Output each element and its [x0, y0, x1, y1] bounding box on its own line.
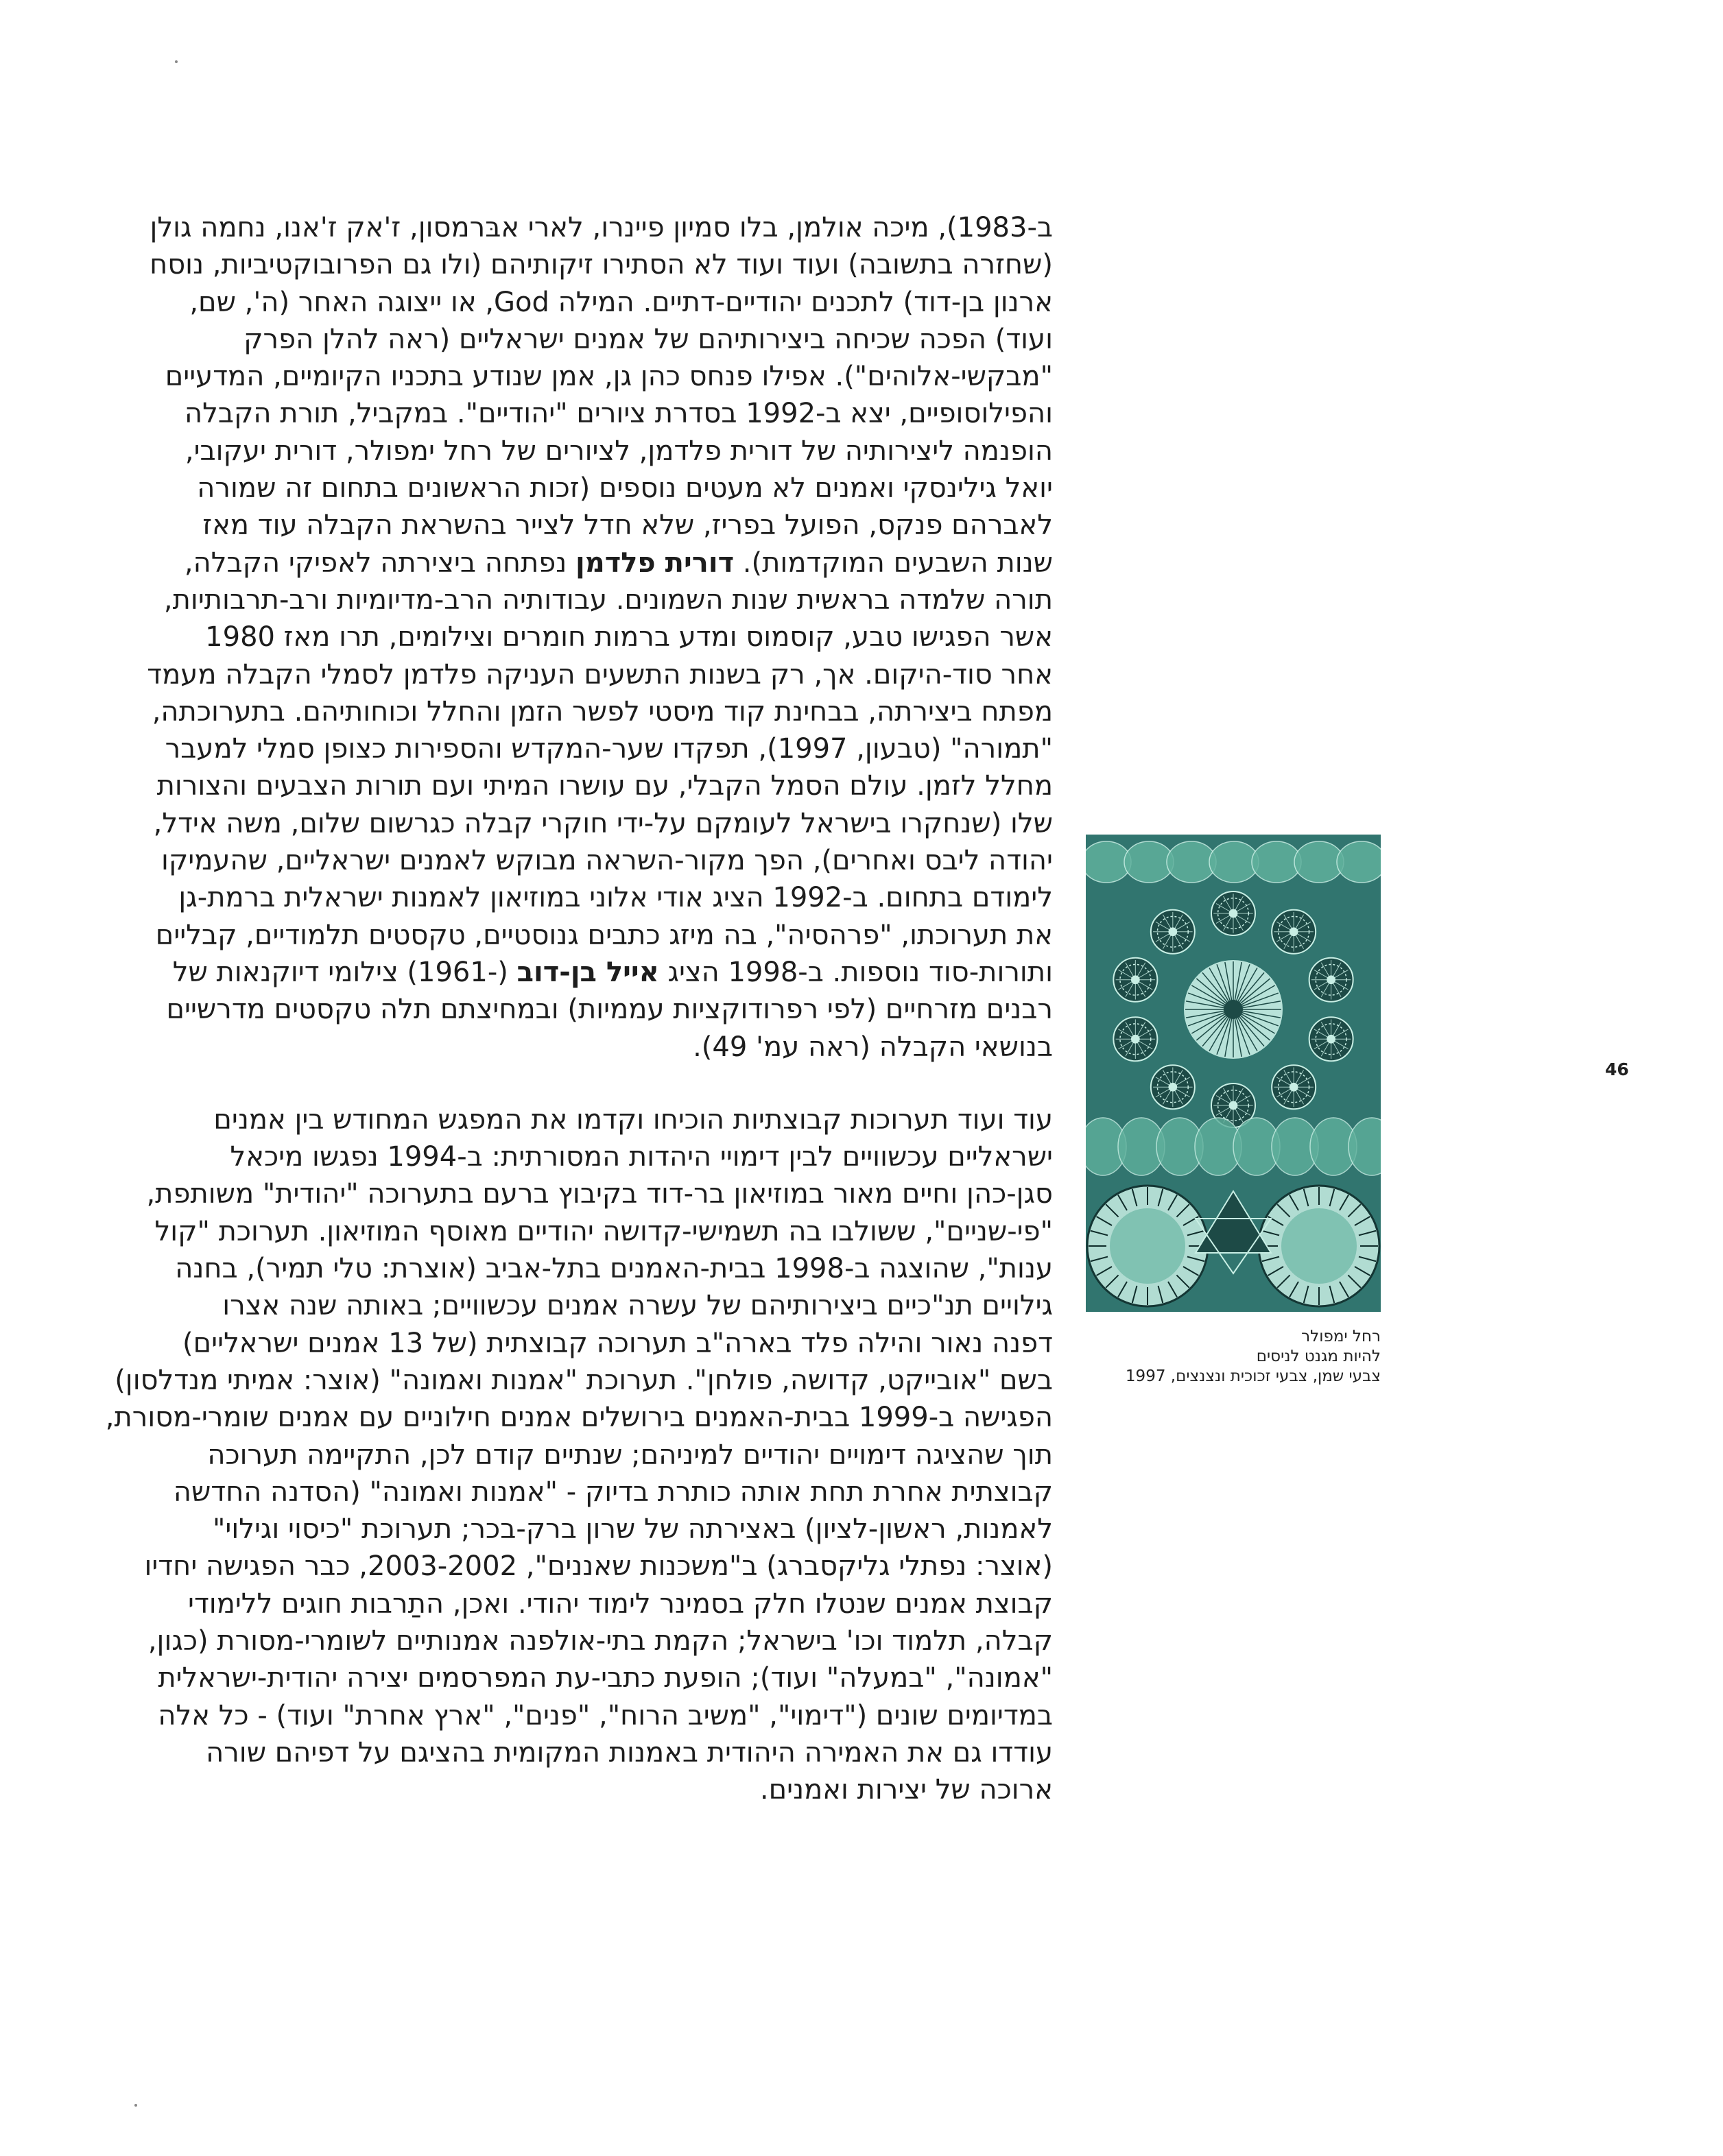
- text-segment: ועוד) הפכה שכיחה ביצירותיהם של אמנים ישראליים (ראה להלן הפרק: [243, 323, 1053, 355]
- text-line: [144, 991, 1053, 1028]
- text-line: [144, 433, 1053, 470]
- art-shell: [1124, 841, 1174, 883]
- text-line: [144, 954, 1053, 991]
- scan-speck: [134, 2104, 137, 2107]
- text-line: [144, 842, 1053, 879]
- text-segment: והפילוסופיים, יצא ב-1992 בסדרת ציורים "יהודיים". במקביל, תורת הקבלה: [184, 398, 1053, 430]
- text-line: [115, 1362, 1053, 1399]
- art-rosette-core: [1290, 1083, 1298, 1092]
- text-segment: רבנים מזרחיים (לפי רפרודוקציות עממיות) ובמחיצתם תלה טקסטים מדרשיים: [166, 994, 1053, 1026]
- text-segment: עוד ועוד תערוכות קבוצתיות הוכיחו וקדמו את המפגש המחודש בין אמנים: [213, 1103, 1053, 1136]
- text-line: [144, 805, 1053, 842]
- text-line: [105, 1399, 1053, 1436]
- art-rosette-core: [1229, 909, 1238, 918]
- body-paragraph-1: [144, 209, 1053, 1066]
- art-rosette-core: [1168, 1083, 1177, 1092]
- art-wheel-inner: [1281, 1208, 1357, 1284]
- text-line: [144, 470, 1053, 507]
- text-line: [144, 1734, 1053, 1771]
- text-segment: "מבקשי-אלוהים"). אפילו פנחס כהן גן, אמן שנודע בתכניו הקיומיים, המדעיים: [165, 361, 1053, 393]
- text-segment: במדיומים שונים ("דימוי", "משיב הרוח", "פנים", "ארץ אחרת" ועוד) - כל אלה: [158, 1699, 1053, 1732]
- text-segment: סגן-כהן וחיים מאור במוזיאון בר-דוד בקיבוץ ברעם בתערוכה "יהודית" משותפת,: [146, 1178, 1053, 1210]
- text-segment: הפגישה ב-1999 בבית-האמנים בירושלים אמנים חילוניים עם אמנים שומרי-מסורת,: [105, 1402, 1053, 1434]
- text-segment: בנושאי הקבלה (ראה עמ' 49).: [693, 1031, 1053, 1063]
- figure-caption: [1086, 1327, 1381, 1387]
- art-rosette-core: [1327, 1035, 1335, 1044]
- text-line: [144, 209, 1053, 246]
- text-line: [144, 1437, 1053, 1474]
- art-shell: [1294, 841, 1344, 883]
- artwork-figure: [1086, 835, 1381, 1312]
- text-segment: "פי-שניים", ששולבו בה תשמישי-קדושה יהודיים מאוסף המוזיאון. תערוכת "קול: [154, 1215, 1053, 1247]
- text-line: [144, 1325, 1053, 1362]
- text-line: [144, 1287, 1053, 1324]
- text-segment: ישראליים עכשוויים לבין דימויי היהדות המסורתית: ב-1994 נפגשו מיכאל: [230, 1141, 1053, 1173]
- text-line: [144, 1250, 1053, 1287]
- text-line: [144, 1511, 1053, 1548]
- text-line: [144, 656, 1053, 693]
- text-line: [144, 693, 1053, 730]
- text-segment: ארוכה של יצירות ואמנים.: [759, 1774, 1053, 1806]
- text-line: [144, 507, 1053, 544]
- text-line: [144, 1697, 1053, 1734]
- text-segment: שלו (שנחקרו בישראל לעומקם על-ידי חוקרי קבלה כגרשום שלום, משה אידל,: [153, 807, 1053, 839]
- text-line: [144, 1029, 1053, 1066]
- text-line: [144, 1622, 1053, 1660]
- text-line: [144, 917, 1053, 954]
- text-segment: ב-1983), מיכה אולמן, בלו סמיון פיינרו, לארי אבּרמסון, ז'אק ז'אנו, נחמה גולן: [150, 212, 1053, 243]
- text-line: [144, 1585, 1053, 1622]
- text-segment: לימודם בתחום. ב-1992 הציג אודי אלוני במוזיאון לאמנות ישראלית ברמת-גן: [178, 882, 1053, 914]
- text-segment: שנות השבעים המוקדמות).: [734, 547, 1053, 579]
- text-segment: יואל גילינסקי ואמנים לא מעטים נוספים (זכות הראשונים בתחום זה שמורה: [197, 472, 1053, 505]
- body-paragraph-2: [105, 1101, 1053, 1809]
- artwork-image: [1086, 835, 1381, 1312]
- art-wheel-inner: [1110, 1208, 1185, 1284]
- text-segment: מפתח ביצירתה, בבחינת קוד מיסטי לפשר הזמן והחלל וכוחותיהם. בתערוכתה,: [152, 695, 1053, 728]
- text-line: [144, 767, 1053, 804]
- text-segment: נפתחה ביצירתה לאפיקי הקבלה,: [184, 547, 576, 579]
- text-segment: יהודה ליבס ואחרים), הפך מקור-השראה מבוקש לאמנים ישראליים, שהעמיקו: [161, 845, 1053, 877]
- text-segment: הופנמה ליצירותיה של דורית פלדמן, לציורים של רחל ימפולר, דורית יעקובי,: [185, 435, 1053, 467]
- text-line: [144, 321, 1053, 358]
- text-segment: קבוצתית אחרת תחת אותה כותרת בדיוק - "אמנות ואמונה" (הסדנה החדשה: [173, 1476, 1053, 1508]
- text-segment: גילויים תנ"כיים ביצירותיהם של עשרה אמנים עכשוויים; באותה שנה אצרו: [222, 1290, 1053, 1322]
- text-line: [144, 395, 1053, 432]
- text-line: [144, 582, 1053, 619]
- art-shell: [1337, 841, 1381, 883]
- text-line: [144, 1771, 1053, 1808]
- text-line: [144, 1175, 1053, 1212]
- text-segment: קבלה, תלמוד וכו' בישראל; הקמת בתי-אולפנה אמנותיים לשומרי-מסורת (כגון,: [147, 1625, 1053, 1657]
- text-line: [144, 544, 1053, 582]
- text-line: [144, 1660, 1053, 1697]
- text-line: [144, 1213, 1053, 1250]
- caption-artist: רחל ימפולר: [1301, 1328, 1381, 1345]
- text-line: [144, 730, 1053, 767]
- scan-speck: [175, 60, 178, 63]
- text-segment: בשם "אובייקט, קדושה, פולחן". תערוכת "אמנות ואמונה" (אוצר: אמיתי מנדלסון): [115, 1364, 1053, 1396]
- art-rosette-core: [1168, 927, 1177, 936]
- text-segment: אחר סוד-היקום. אך, רק בשנות התשעים העניקה פלדמן לסמלי הקבלה מעמד: [147, 658, 1053, 691]
- text-segment: לאמנות, ראשון-לציון) באצירתה של שרון ברק-בכר; תערוכת "כיסוי וגילוי": [213, 1513, 1053, 1546]
- art-shell: [1209, 841, 1259, 883]
- caption-details: צבעי שמן, צבעי זכוכית ונצנצים, 1997: [1125, 1367, 1381, 1385]
- text-line: [144, 284, 1053, 321]
- art-rosette-core: [1131, 975, 1140, 984]
- text-segment: ותורות-סוד נוספות. ב-1998 הציג: [658, 956, 1053, 988]
- text-segment: אשר הפגישו טבע, קוסמוס ומדע ברמות חומרים וצילומים, תרו מאז 1980: [205, 621, 1053, 654]
- art-sunburst-core: [1224, 1000, 1243, 1019]
- text-segment: (אוצר: נפתלי גליקסברג) ב"משכנות שאננים", 2003-2002, כבר הפגישה יחדיו: [144, 1550, 1053, 1583]
- art-shell: [1252, 841, 1301, 883]
- text-segment: "תמורה" (טבעון, 1997), תפקדו שער-המקדש והספירות כצופן סמלי למעבר: [165, 733, 1053, 765]
- art-rosette-core: [1131, 1035, 1140, 1044]
- text-segment: ארנון בן-דוד) לתכנים יהודיים-דתיים. המילה God, או ייצוגה האחר (ה', שם,: [189, 286, 1053, 318]
- text-segment: את תערוכתו, "פרהסיה", בה מיזג כתבים גנוסטיים, טקסטים תלמודיים, קבליים: [155, 919, 1053, 951]
- bold-name: אייל בן-דוב: [516, 956, 659, 988]
- text-line: [144, 1474, 1053, 1511]
- text-line: [144, 879, 1053, 916]
- bold-name: דורית פלדמן: [575, 547, 735, 579]
- text-line: [144, 1101, 1053, 1138]
- art-rosette-core: [1229, 1101, 1238, 1110]
- text-segment: לאברהם פנקס, הפועל בפריז, שלא חדל לצייר בהשראת הקבלה עוד מאז: [202, 510, 1053, 542]
- text-segment: "אמונה", "במעלה" ועוד); הופעת כתבי-עת המפרסמים יצירה יהודית-ישראלית: [158, 1662, 1053, 1694]
- text-segment: עודדו גם את האמירה היהודית באמנות המקומית בהציגם על דפיהם שורה: [206, 1736, 1053, 1769]
- main-text-column: [105, 209, 1053, 1808]
- text-line: [144, 246, 1053, 283]
- text-segment: תוך שהציגה דימויים יהודיים למיניהם; שנתיים קודם לכן, התקיימה תערוכה: [207, 1439, 1053, 1471]
- art-rosette-core: [1327, 975, 1335, 984]
- text-segment: תורה שלמדה בראשית שנות השמונים. עבודותיה הרב-מדיומיות ורב-תרבותיות,: [163, 584, 1053, 616]
- text-line: [144, 619, 1053, 656]
- text-segment: ענות", שהוצגה ב-1998 בבית-האמנים בתל-אביב (אוצרת: טלי תמיר), בחנה: [175, 1253, 1053, 1285]
- text-segment: (שחזרה בתשובה) ועוד ועוד לא הסתירו זיקותיהם (ולו גם הפרובוקטיביות, נוסח: [150, 249, 1053, 281]
- art-rosette-core: [1290, 927, 1298, 936]
- text-segment: קבוצת אמנים שנטלו חלק בסמינר לימוד יהודי. ואכן, התַרבות חוגים ללימודי: [188, 1588, 1053, 1620]
- text-segment: (-1961) צילומי דיוקנאות של: [172, 956, 517, 988]
- caption-title: להיות מגנט לניסים: [1256, 1348, 1381, 1365]
- page-number: 46: [1605, 1059, 1629, 1079]
- text-segment: דפנה נאור והילה פלד בארה"ב תערוכה קבוצתית (של 13 אמנים ישראליים): [182, 1327, 1053, 1359]
- text-line: [144, 1138, 1053, 1175]
- text-line: [144, 358, 1053, 395]
- text-segment: מחלל לזמן. עולם הסמל הקבלי, עם עושרו המיתי ועם תורות הצבעים והצורות: [156, 770, 1053, 802]
- text-line: [144, 1548, 1053, 1585]
- art-shell: [1167, 841, 1216, 883]
